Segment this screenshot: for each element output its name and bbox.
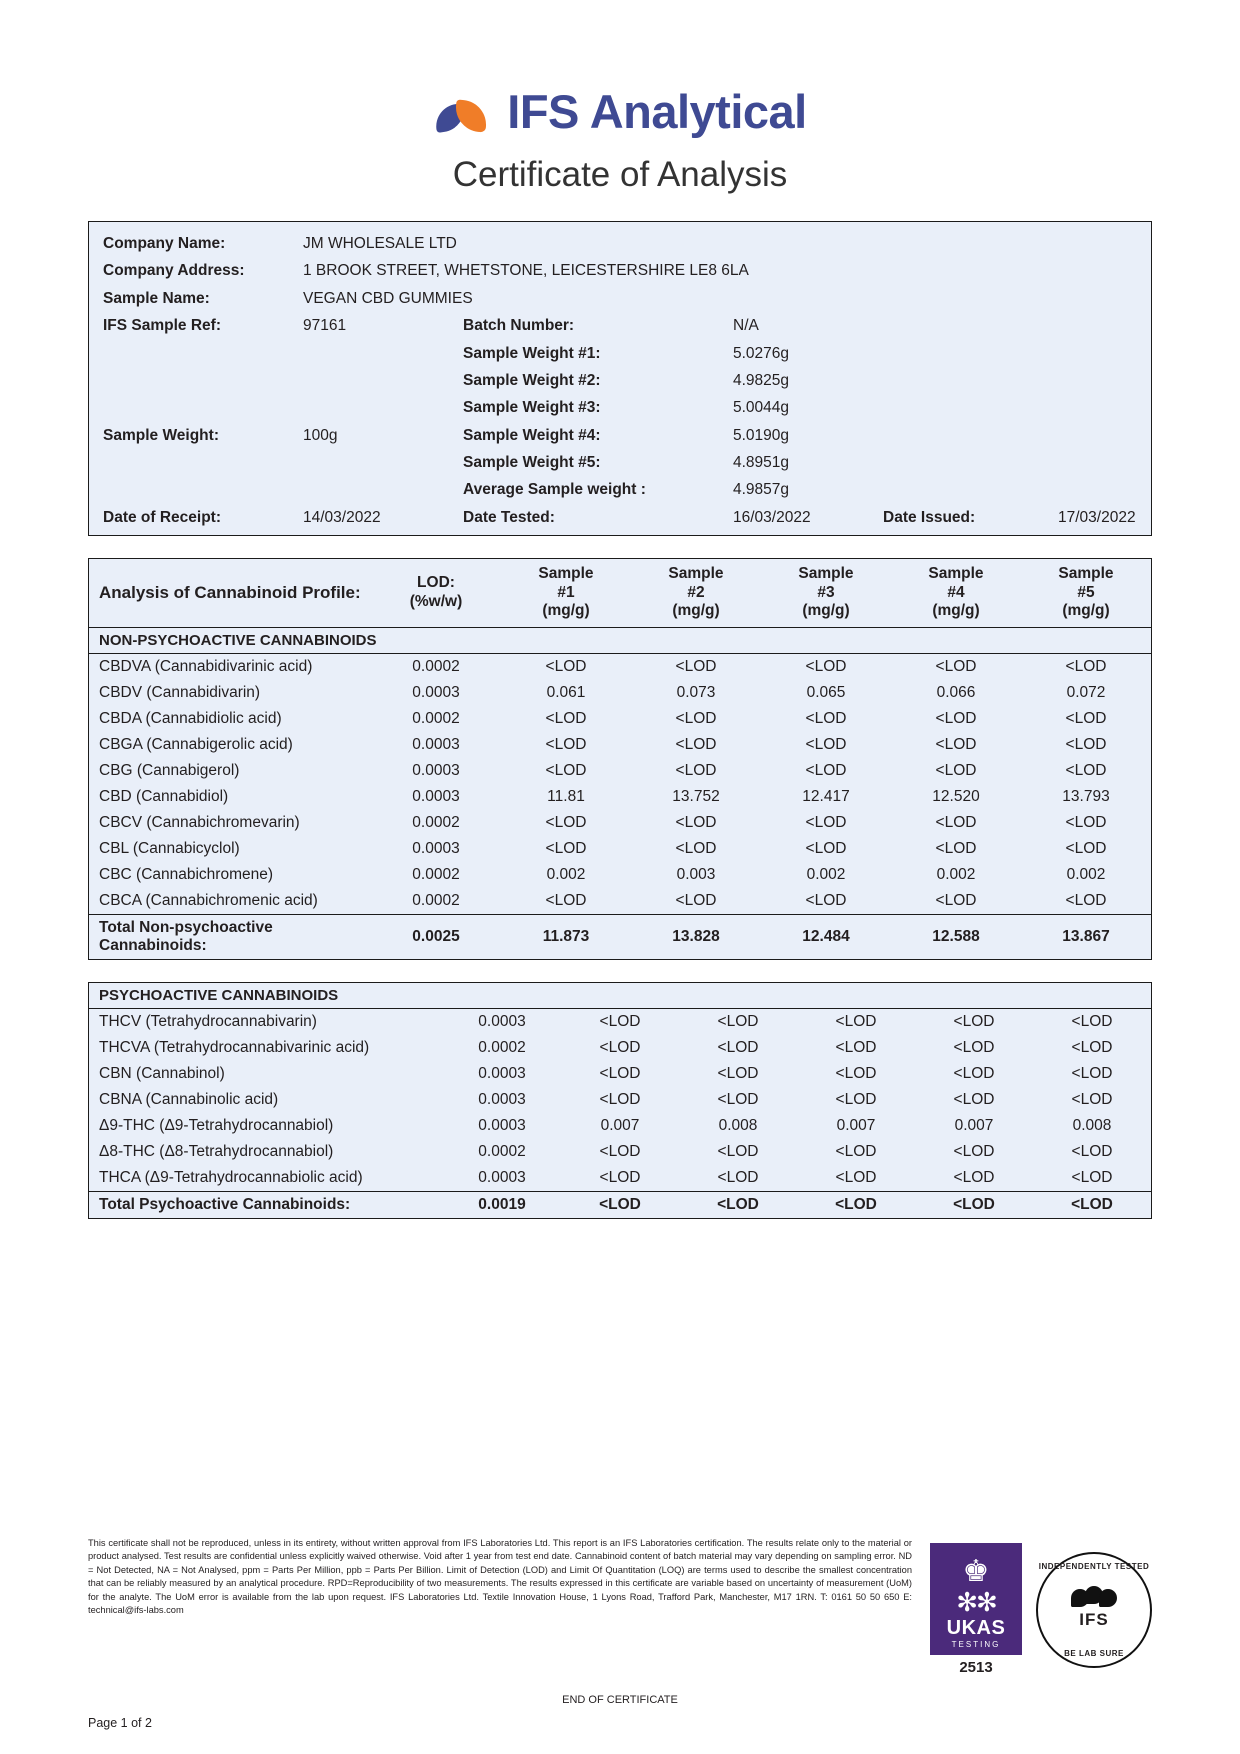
table-row: [89, 784, 1151, 810]
total-s1: 11.873: [501, 914, 631, 959]
page-number: Page 1 of 2: [88, 1716, 152, 1730]
analyte-s2: <LOD: [717, 1012, 759, 1030]
analyte-s3: <LOD: [805, 839, 847, 857]
sample-2-h2: #2: [687, 583, 705, 601]
analyte-lod: 0.0003: [478, 1012, 526, 1030]
analyte-s5: <LOD: [1071, 1012, 1113, 1030]
analyte-lod: 0.0002: [412, 709, 460, 727]
sample-name-label: Sample Name:: [103, 289, 210, 307]
table-row: [89, 732, 1151, 758]
sample-weight-label: Sample Weight:: [103, 426, 219, 444]
sample-1-h3: (mg/g): [542, 602, 590, 620]
analyte-s1: <LOD: [545, 657, 587, 675]
analyte-s3: <LOD: [805, 761, 847, 779]
analyte-s5: 0.008: [1072, 1116, 1112, 1134]
analyte-s2: 0.003: [676, 865, 716, 883]
date-tested-label: Date Tested:: [463, 508, 555, 526]
sample-weight-1-value: 5.0276g: [733, 344, 790, 362]
analyte-name: Δ9-THC (Δ9-Tetrahydrocannabiol): [99, 1116, 334, 1134]
analyte-lod: 0.0003: [478, 1168, 526, 1186]
average-sample-weight-value: 4.9857g: [733, 481, 790, 499]
batch-number-label: Batch Number:: [463, 317, 575, 335]
sample-1-h2: #1: [557, 583, 575, 601]
ifs-sample-ref-value: 97161: [303, 317, 347, 335]
analyte-s5: <LOD: [1065, 761, 1107, 779]
lod-column-header: [371, 559, 501, 627]
analyte-lod: 0.0002: [412, 657, 460, 675]
analyte-name: THCVA (Tetrahydrocannabivarinic acid): [99, 1038, 370, 1056]
analyte-name: CBN (Cannabinol): [99, 1064, 225, 1082]
analyte-s1: 0.002: [546, 865, 586, 883]
analyte-s1: 0.007: [600, 1116, 640, 1134]
analyte-s4: <LOD: [935, 839, 977, 857]
section-header-row: [89, 983, 1151, 1009]
analyte-s3: <LOD: [835, 1142, 877, 1160]
analyte-s4: <LOD: [935, 657, 977, 675]
analyte-s4: <LOD: [935, 709, 977, 727]
sample-weight-2-value: 4.9825g: [733, 371, 790, 389]
lod-header-line2: (%w/w): [409, 593, 463, 611]
sample-3-column-header: [761, 559, 891, 627]
total-row-non-psychoactive: [89, 914, 1151, 959]
analyte-s3: <LOD: [805, 709, 847, 727]
sample-4-h3: (mg/g): [932, 602, 980, 620]
analyte-lod: 0.0002: [412, 813, 460, 831]
analysis-column-header: Analysis of Cannabinoid Profile:: [89, 559, 371, 627]
company-address-label: Company Address:: [103, 262, 245, 280]
analyte-s4: <LOD: [953, 1012, 995, 1030]
total-s1: <LOD: [561, 1191, 679, 1218]
analyte-s1: 0.061: [546, 683, 586, 701]
analyte-s4: 0.066: [936, 683, 976, 701]
analyte-s4: <LOD: [935, 761, 977, 779]
sample-5-h2: #5: [1077, 583, 1095, 601]
table-row: [89, 1087, 1151, 1113]
analyte-s4: <LOD: [953, 1168, 995, 1186]
analyte-name: Δ8-THC (Δ8-Tetrahydrocannabiol): [99, 1142, 334, 1160]
table-row: [89, 1008, 1151, 1035]
certificate-number: 2513: [959, 1659, 993, 1676]
section-psychoactive-label: PSYCHOACTIVE CANNABINOIDS: [89, 983, 1151, 1009]
analyte-s4: <LOD: [953, 1038, 995, 1056]
sample-2-h3: (mg/g): [672, 602, 720, 620]
end-of-certificate-label: END OF CERTIFICATE: [562, 1694, 678, 1706]
date-of-receipt-value: 14/03/2022: [303, 508, 381, 526]
analyte-lod: 0.0002: [412, 891, 460, 909]
average-sample-weight-label: Average Sample weight :: [463, 481, 646, 499]
analyte-s1: <LOD: [599, 1012, 641, 1030]
total-s2: 13.828: [631, 914, 761, 959]
sample-4-column-header: [891, 559, 1021, 627]
analyte-s3: <LOD: [835, 1012, 877, 1030]
analyte-s2: <LOD: [717, 1038, 759, 1056]
sample-weight-3-value: 5.0044g: [733, 399, 790, 417]
date-tested-value: 16/03/2022: [733, 508, 811, 526]
analyte-s3: <LOD: [805, 657, 847, 675]
analyte-s2: <LOD: [675, 839, 717, 857]
analyte-lod: 0.0002: [478, 1142, 526, 1160]
table-row: [89, 653, 1151, 680]
sample-5-h3: (mg/g): [1062, 602, 1110, 620]
analyte-name: CBD (Cannabidiol): [99, 787, 229, 805]
sample-4-h1: Sample: [928, 565, 984, 583]
analyte-s1: <LOD: [545, 813, 587, 831]
sample-weight-5-label: Sample Weight #5:: [463, 454, 601, 471]
analyte-s1: <LOD: [599, 1142, 641, 1160]
sample-3-h3: (mg/g): [802, 602, 850, 620]
total-s2: <LOD: [679, 1191, 797, 1218]
accreditation-badges: [930, 1537, 1152, 1676]
sample-1-h1: Sample: [538, 565, 594, 583]
disclaimer-text: This certificate shall not be reproduced, unless in its entirety, without written approval from IFS Laboratories Ltd. This report is an IFS Laboratories certification. The results relate only to the material or product analysed. Test results are confidential unless explicitly waived otherwise. Void after 1 year from test end date. Cannabinoid content of batch material may vary depending on sampling error. ND = Not Detected, NA = Not Analysed, ppm = Parts Per Million, ppb = Parts Per Billion. Limit of Detection (LOD) and Limit Of Quantitation (LOQ) are terms used to describe the smallest concentration that can be reliably measured by an analytical procedure. RPD=Reproducibility of two measurements. The results expressed in this certificate are variable based on uncertainty of measurement (UoM) for the analyte. The UoM error is available from the lab upon request. IFS Laboratories Ltd. Textile Innovation House, 1 Lyons Road, Trafford Park, Manchester, M17 1RN. T: 0161 50 50 650 E: technical@ifs-labs.com: [88, 1538, 912, 1616]
analyte-s5: <LOD: [1065, 813, 1107, 831]
analyte-s5: <LOD: [1071, 1142, 1113, 1160]
analyte-s4: 0.007: [954, 1116, 994, 1134]
table-row: [89, 1165, 1151, 1192]
analyte-name: CBCA (Cannabichromenic acid): [99, 891, 318, 909]
ifs-sample-ref-label: IFS Sample Ref:: [103, 317, 221, 335]
analyte-s3: 0.002: [806, 865, 846, 883]
analyte-s4: <LOD: [935, 813, 977, 831]
total-s3: 12.484: [761, 914, 891, 959]
ukas-sub-label: TESTING: [951, 1640, 1001, 1649]
table-row: [89, 888, 1151, 915]
sample-3-h2: #3: [817, 583, 835, 601]
table-row: [89, 1061, 1151, 1087]
sample-3-h1: Sample: [798, 565, 854, 583]
total-s4: 12.588: [891, 914, 1021, 959]
analyte-s3: <LOD: [805, 891, 847, 909]
total-s3: <LOD: [797, 1191, 915, 1218]
date-issued-label: Date Issued:: [883, 508, 976, 526]
sample-weight-value: 100g: [303, 426, 338, 444]
lod-header-line1: LOD:: [417, 574, 455, 592]
analyte-s4: <LOD: [935, 891, 977, 909]
footer: [88, 1537, 1152, 1730]
total-s5: <LOD: [1033, 1191, 1151, 1218]
analyte-s5: <LOD: [1071, 1064, 1113, 1082]
ifs-seal-icon: [1036, 1552, 1152, 1668]
analyte-s1: <LOD: [545, 709, 587, 727]
analyte-lod: 0.0003: [412, 735, 460, 753]
analyte-s2: 0.008: [718, 1116, 758, 1134]
analyte-s3: 0.007: [836, 1116, 876, 1134]
sample-info-box: [88, 221, 1152, 536]
analyte-s2: <LOD: [675, 709, 717, 727]
analyte-lod: 0.0002: [478, 1038, 526, 1056]
batch-number-value: N/A: [733, 317, 759, 335]
analyte-s4: <LOD: [953, 1142, 995, 1160]
analyte-s5: <LOD: [1065, 657, 1107, 675]
sample-5-column-header: [1021, 559, 1151, 627]
analyte-s2: <LOD: [717, 1168, 759, 1186]
total-s4: <LOD: [915, 1191, 1033, 1218]
analyte-lod: 0.0003: [478, 1090, 526, 1108]
analyte-s1: <LOD: [545, 891, 587, 909]
analyte-lod: 0.0003: [478, 1116, 526, 1134]
table-row: [89, 1113, 1151, 1139]
analyte-name: CBNA (Cannabinolic acid): [99, 1090, 279, 1108]
analyte-name: THCA (Δ9-Tetrahydrocannabiolic acid): [99, 1168, 363, 1186]
analyte-s4: 0.002: [936, 865, 976, 883]
total-lod: 0.0019: [443, 1191, 561, 1218]
analyte-lod: 0.0002: [412, 865, 460, 883]
analyte-s3: <LOD: [835, 1038, 877, 1056]
analyte-s2: 0.073: [676, 683, 716, 701]
ifs-logo-icon: [433, 89, 493, 135]
analyte-s2: <LOD: [717, 1142, 759, 1160]
analyte-s1: <LOD: [599, 1038, 641, 1056]
analyte-s3: 12.417: [802, 787, 850, 805]
analyte-s5: <LOD: [1065, 891, 1107, 909]
analyte-s2: 13.752: [672, 787, 720, 805]
sample-1-column-header: [501, 559, 631, 627]
table-row: [89, 1139, 1151, 1165]
analyte-lod: 0.0003: [478, 1064, 526, 1082]
seal-core-text: IFS: [1079, 1610, 1109, 1629]
analyte-s1: <LOD: [545, 761, 587, 779]
analyte-s2: <LOD: [717, 1064, 759, 1082]
company-name-label: Company Name:: [103, 235, 226, 252]
sample-weight-3-label: Sample Weight #3:: [463, 399, 601, 417]
brand-header: [88, 0, 1152, 138]
analyte-name: CBDV (Cannabidivarin): [99, 683, 261, 701]
table-row: [89, 1035, 1151, 1061]
total-s5: 13.867: [1021, 914, 1151, 959]
total-label: Total Psychoactive Cannabinoids:: [89, 1191, 443, 1218]
sample-weight-1-label: Sample Weight #1:: [463, 344, 601, 362]
analyte-s2: <LOD: [717, 1090, 759, 1108]
analyte-name: CBDA (Cannabidiolic acid): [99, 709, 282, 727]
seal-blobs-icon: [1071, 1589, 1117, 1609]
analyte-s5: 13.793: [1062, 787, 1110, 805]
sample-4-h2: #4: [947, 583, 965, 601]
analyte-s5: <LOD: [1065, 709, 1107, 727]
analyte-s3: <LOD: [835, 1090, 877, 1108]
company-address-value: 1 BROOK STREET, WHETSTONE, LEICESTERSHIRE LE8 6LA: [303, 262, 749, 280]
psychoactive-table-wrap: [88, 982, 1152, 1219]
table-row: [89, 836, 1151, 862]
table-row: [89, 758, 1151, 784]
analyte-s3: <LOD: [805, 735, 847, 753]
sample-weight-4-value: 5.0190g: [733, 426, 790, 444]
table-row: [89, 680, 1151, 706]
ukas-logo-icon: ♚ ✻✻ UKAS TESTING: [930, 1543, 1022, 1655]
analyte-s2: <LOD: [675, 761, 717, 779]
analyte-s1: <LOD: [545, 735, 587, 753]
analyte-s2: <LOD: [675, 813, 717, 831]
analyte-lod: 0.0003: [412, 761, 460, 779]
analyte-name: CBCV (Cannabichromevarin): [99, 813, 300, 831]
table-row: [89, 862, 1151, 888]
analyte-s1: <LOD: [545, 839, 587, 857]
analyte-s3: <LOD: [805, 813, 847, 831]
psychoactive-table: [89, 983, 1151, 1218]
total-lod: 0.0025: [371, 914, 501, 959]
analyte-s5: <LOD: [1065, 735, 1107, 753]
table-row: [89, 706, 1151, 732]
seal-top-text: INDEPENDENTLY TESTED: [1038, 1561, 1150, 1571]
analyte-s3: <LOD: [835, 1168, 877, 1186]
analyte-s3: <LOD: [835, 1064, 877, 1082]
analyte-s5: <LOD: [1071, 1038, 1113, 1056]
table-row: [89, 810, 1151, 836]
analyte-name: THCV (Tetrahydrocannabivarin): [99, 1012, 317, 1030]
date-issued-value: 17/03/2022: [1058, 508, 1136, 526]
analyte-s5: 0.002: [1066, 865, 1106, 883]
sample-weight-2-label: Sample Weight #2:: [463, 371, 601, 389]
sample-5-h1: Sample: [1058, 565, 1114, 583]
non-psychoactive-body: [89, 627, 1151, 959]
analyte-s1: <LOD: [599, 1090, 641, 1108]
analyte-lod: 0.0003: [412, 683, 460, 701]
analyte-s4: <LOD: [953, 1064, 995, 1082]
analyte-name: CBGA (Cannabigerolic acid): [99, 735, 293, 753]
analyte-s2: <LOD: [675, 735, 717, 753]
brand-name: IFS Analytical: [507, 85, 807, 138]
sample-name-value: VEGAN CBD GUMMIES: [303, 289, 473, 307]
sample-2-h1: Sample: [668, 565, 724, 583]
psychoactive-body: [89, 983, 1151, 1218]
analyte-s5: <LOD: [1065, 839, 1107, 857]
total-label: Total Non-psychoactive Cannabinoids:: [89, 914, 371, 959]
company-name-value: JM WHOLESALE LTD: [303, 235, 457, 252]
analyte-name: CBG (Cannabigerol): [99, 761, 240, 779]
analyte-s4: 12.520: [932, 787, 980, 805]
ukas-label: UKAS: [946, 1617, 1006, 1639]
seal-bottom-text: BE LAB SURE: [1064, 1648, 1124, 1658]
analyte-s1: 11.81: [547, 787, 585, 805]
analyte-s4: <LOD: [953, 1090, 995, 1108]
total-row-psychoactive: [89, 1191, 1151, 1218]
analyte-s5: <LOD: [1071, 1168, 1113, 1186]
analyte-s1: <LOD: [599, 1064, 641, 1082]
sample-weight-4-label: Sample Weight #4:: [463, 426, 601, 444]
analyte-s4: <LOD: [935, 735, 977, 753]
analyte-s2: <LOD: [675, 657, 717, 675]
analyte-lod: 0.0003: [412, 787, 460, 805]
analyte-name: CBDVA (Cannabidivarinic acid): [99, 657, 313, 675]
sample-2-column-header: [631, 559, 761, 627]
analyte-s1: <LOD: [599, 1168, 641, 1186]
section-non-psychoactive-label: NON-PSYCHOACTIVE CANNABINOIDS: [89, 627, 1151, 653]
analyte-lod: 0.0003: [412, 839, 460, 857]
page-title: Certificate of Analysis: [452, 155, 788, 194]
analyte-name: CBL (Cannabicyclol): [99, 839, 240, 857]
analyte-s5: <LOD: [1071, 1090, 1113, 1108]
date-of-receipt-label: Date of Receipt:: [103, 508, 221, 526]
cannabinoid-profile-table: [89, 559, 1151, 959]
section-header-row: [89, 627, 1151, 653]
sample-weight-5-value: 4.8951g: [733, 454, 790, 471]
non-psychoactive-table-wrap: [88, 558, 1152, 960]
analyte-s3: 0.065: [806, 683, 846, 701]
analyte-s2: <LOD: [675, 891, 717, 909]
analyte-name: CBC (Cannabichromene): [99, 865, 274, 883]
analyte-s5: 0.072: [1066, 683, 1106, 701]
